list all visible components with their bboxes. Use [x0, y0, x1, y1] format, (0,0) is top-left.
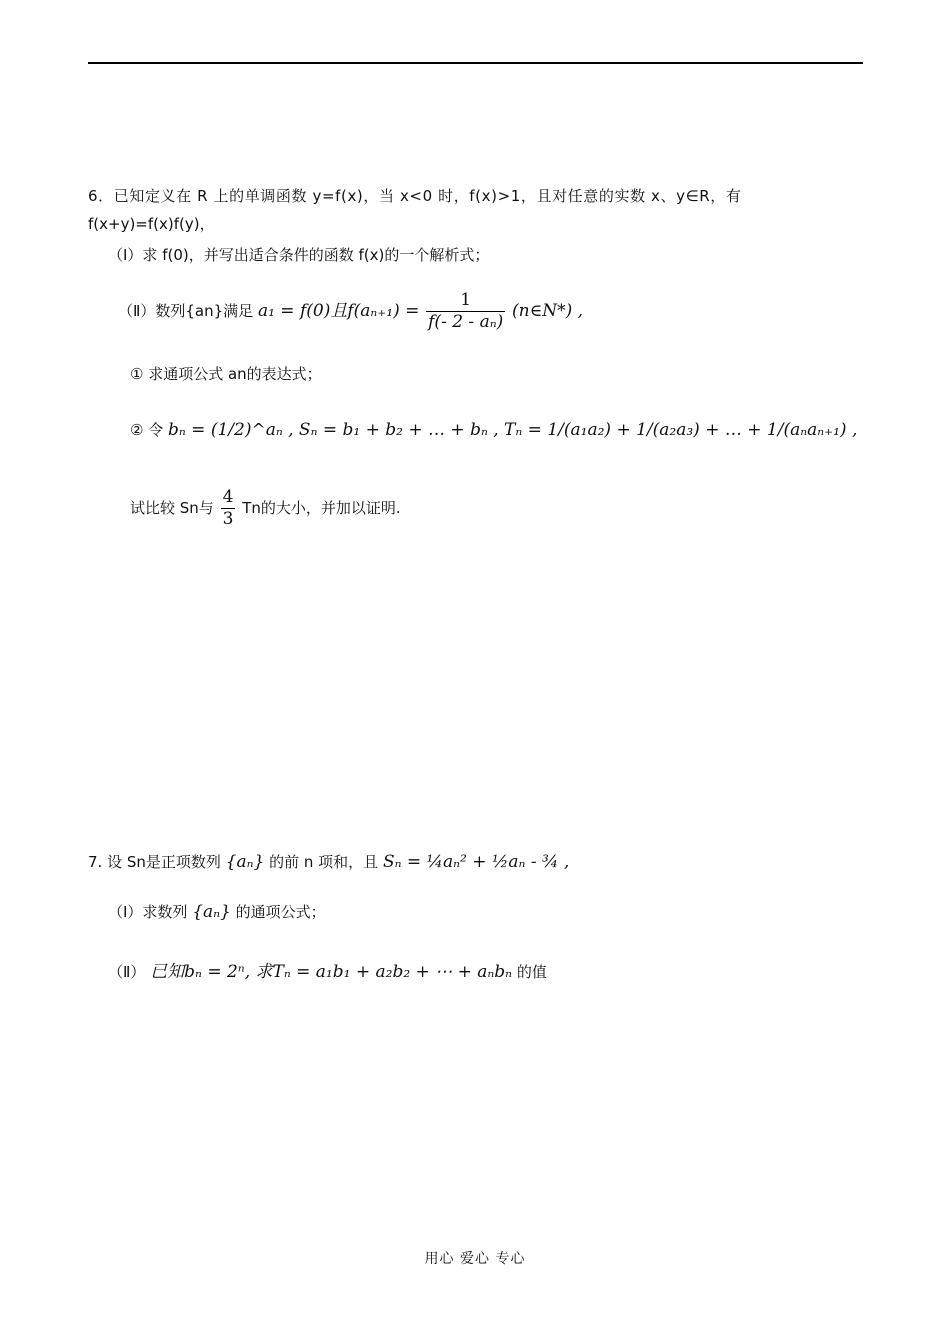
problem7-intro-seq: {aₙ} [225, 852, 265, 872]
problem7-part2-label: （Ⅱ） [108, 963, 146, 981]
problem6-part2-label: （Ⅱ）数列{an}满足 [118, 302, 254, 320]
problem6-intro-line2: f(x+y)=f(x)f(y)， [88, 215, 215, 233]
problem7-part1-seq: {aₙ} [192, 902, 231, 922]
fraction-denominator: 3 [222, 509, 234, 529]
page-footer: 用心 爱心 专心 [424, 1251, 526, 1267]
problem6-part2-formula-lhs: a₁ = f(0)且f(aₙ₊₁) = [257, 301, 420, 321]
problem6-part2 [118, 287, 583, 335]
problem7-part1-text: （Ⅰ）求数列 [108, 903, 188, 921]
problem7-part2-post: 的值 [516, 963, 547, 981]
fraction-numerator: 1 [426, 290, 505, 312]
problem7-part1 [108, 902, 326, 922]
problem6-part2-fraction [426, 290, 505, 333]
problem7-part2-formula: 已知bₙ = 2ⁿ, 求Tₙ = a₁b₁ + a₂b₂ + ⋯ + aₙbₙ [150, 962, 513, 982]
fraction-denominator: f(- 2 - aₙ) [428, 312, 504, 332]
compare-fraction [221, 487, 236, 530]
problem7-intro-formula: Sₙ = ¼aₙ² + ½aₙ - ¾ , [382, 852, 570, 872]
problem6-compare-pre: 试比较 Sn与 [130, 499, 214, 517]
problem6-intro-line1: 6．已知定义在 R 上的单调函数 y=f(x)，当 x<0 时，f(x)>1，且对任意的实数 x、y∈R，有 [88, 187, 742, 205]
problem7-part1-post: 的通项公式； [235, 903, 326, 921]
problem6-sub2-formula: bₙ = (1/2)^aₙ , Sₙ = b₁ + b₂ + … + bₙ , Tₙ = 1/(a₁a₂) + 1/(a₂a₃) + … + 1/(aₙaₙ₊₁) , [168, 420, 858, 440]
problem7-intro [88, 852, 569, 872]
fraction-numerator: 4 [222, 487, 234, 507]
problem7-intro-mid: 的前 n 项和，且 [269, 853, 379, 871]
problem6-sub2-label: ② 令 [130, 421, 164, 439]
problem7-part2 [108, 962, 547, 982]
problem6-sub2 [130, 420, 857, 440]
problem6-part1: （Ⅰ）求 f(0)，并写出适合条件的函数 f(x)的一个解析式； [108, 246, 490, 264]
problem6-sub1: ① 求通项公式 an的表达式； [130, 365, 322, 383]
problem6-part2-formula-rhs: (n∈N*) , [512, 301, 584, 321]
problem6-compare-post: Tn的大小，并加以证明. [242, 499, 401, 517]
problem7-intro-pre: 7. 设 Sn是正项数列 [88, 853, 221, 871]
header-rule [88, 62, 863, 64]
problem6-compare [130, 484, 401, 532]
